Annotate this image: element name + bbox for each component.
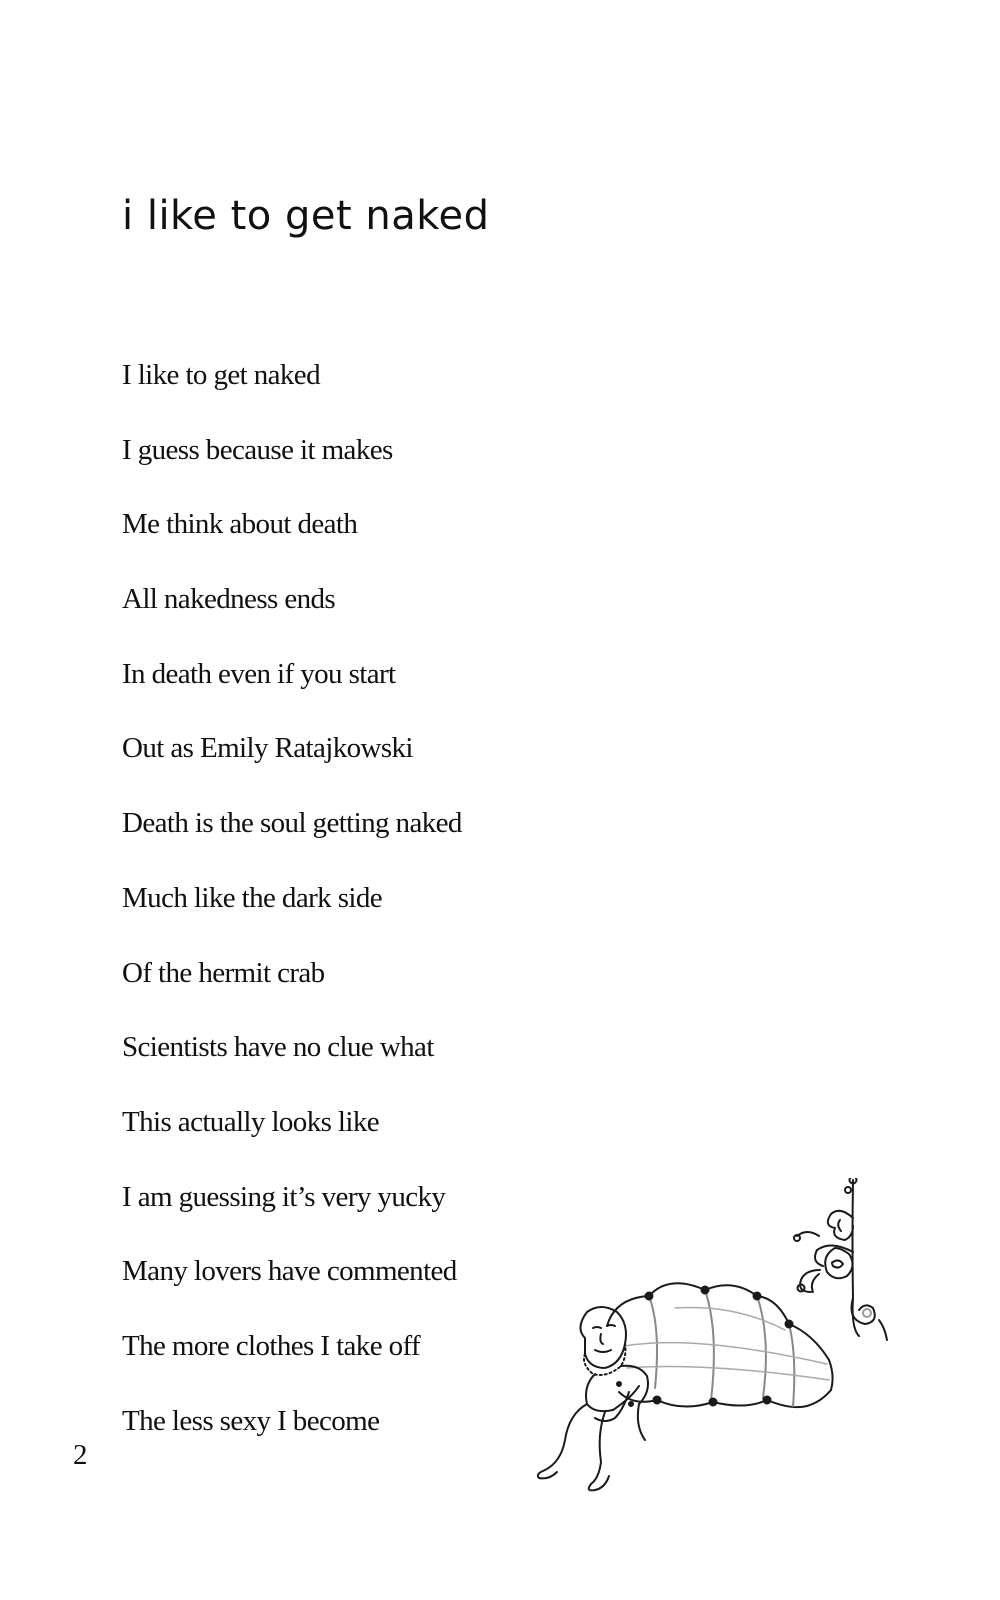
shell-icon <box>607 1283 833 1407</box>
poem-line: Scientists have no clue what <box>122 1031 434 1064</box>
poem-line: The less sexy I become <box>122 1404 380 1437</box>
poem-line: Me think about death <box>122 508 358 541</box>
floral-flourish-icon <box>794 1178 887 1340</box>
poem-line: In death even if you start <box>122 657 396 690</box>
poem-line: Of the hermit crab <box>122 956 325 989</box>
poem-line: All nakedness ends <box>122 583 336 616</box>
poem-line: I like to get naked <box>122 359 320 391</box>
poem-line: I am guessing it’s very yucky <box>122 1180 446 1213</box>
poem-line: Many lovers have commented <box>122 1255 457 1288</box>
poem-line: The more clothes I take off <box>122 1329 421 1362</box>
page-number: 2 <box>73 1439 88 1471</box>
poem-line: Death is the soul getting naked <box>122 807 462 840</box>
poem-body <box>122 358 462 1478</box>
hermit-crab-illustration-icon <box>535 1178 905 1518</box>
poem-line: This actually looks like <box>122 1105 380 1138</box>
poem-line: Out as Emily Ratajkowski <box>122 732 413 765</box>
figure-icon <box>538 1307 648 1490</box>
poem-title: i like to get naked <box>122 193 490 239</box>
poem-line: Much like the dark side <box>122 881 383 914</box>
poem-line: I guess because it makes <box>122 433 393 466</box>
